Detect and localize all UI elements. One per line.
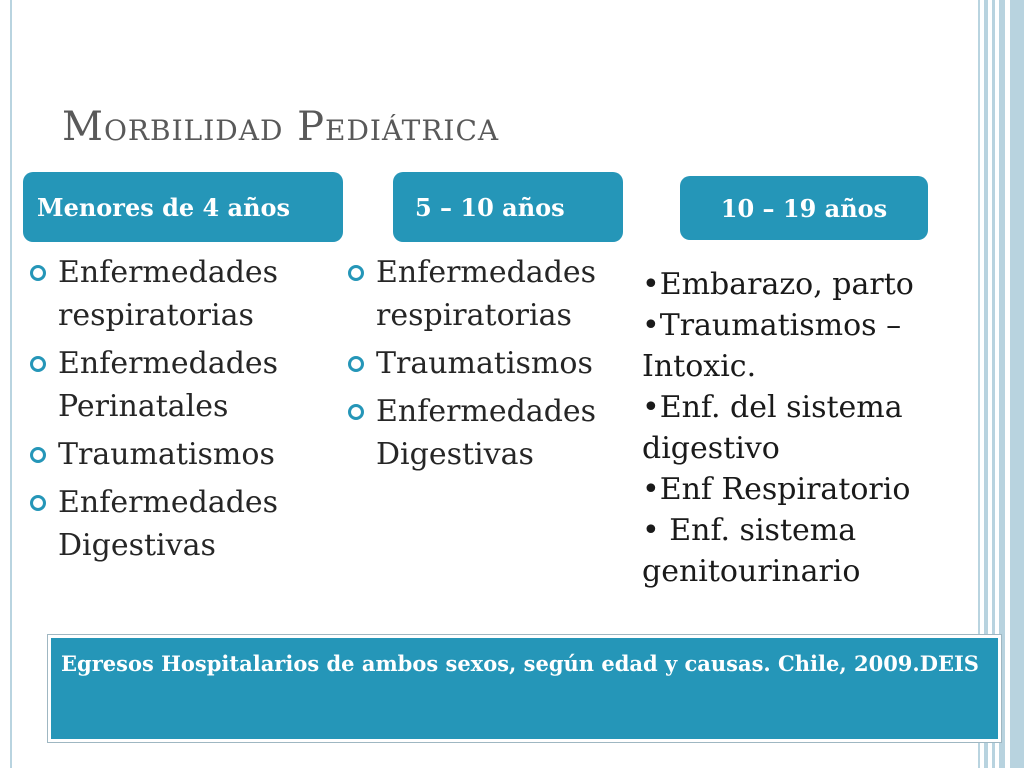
bullet-icon — [348, 265, 364, 281]
list-item: •Enf. del sistema digestivo — [642, 390, 903, 466]
list-item: •Traumatismos – Intoxic. — [642, 308, 902, 384]
header-menores-4: Menores de 4 años — [23, 172, 343, 242]
bullet-icon — [30, 495, 46, 511]
bullet-icon — [30, 447, 46, 463]
list-item: • Enf. sistema genitourinario — [642, 513, 861, 589]
list-menores-4 — [30, 251, 340, 572]
header-5-10: 5 – 10 años — [393, 172, 623, 242]
list-item: Enfermedades Digestivas — [30, 481, 340, 567]
list-item: Enfermedades Digestivas — [348, 390, 638, 476]
list-item: •Embarazo, parto — [642, 267, 914, 302]
source-footer — [48, 635, 1001, 742]
bullet-icon — [30, 265, 46, 281]
list-item: Traumatismos — [348, 342, 638, 385]
list-item: Enfermedades Perinatales — [30, 342, 340, 428]
list-item: Traumatismos — [30, 433, 340, 476]
slide-title: Morbilidad Pediátrica — [62, 104, 500, 150]
list-5-10 — [348, 251, 638, 481]
list-item: •Enf Respiratorio — [642, 472, 911, 507]
list-10-19 — [642, 264, 942, 592]
bullet-icon — [348, 356, 364, 372]
bullet-icon — [348, 404, 364, 420]
list-item: Enfermedades respiratorias — [348, 251, 638, 337]
header-10-19: 10 – 19 años — [680, 176, 928, 240]
source-text: Egresos Hospitalarios de ambos sexos, según edad y causas. Chile, 2009.DEIS — [61, 651, 979, 676]
list-item: Enfermedades respiratorias — [30, 251, 340, 337]
bullet-icon — [30, 356, 46, 372]
